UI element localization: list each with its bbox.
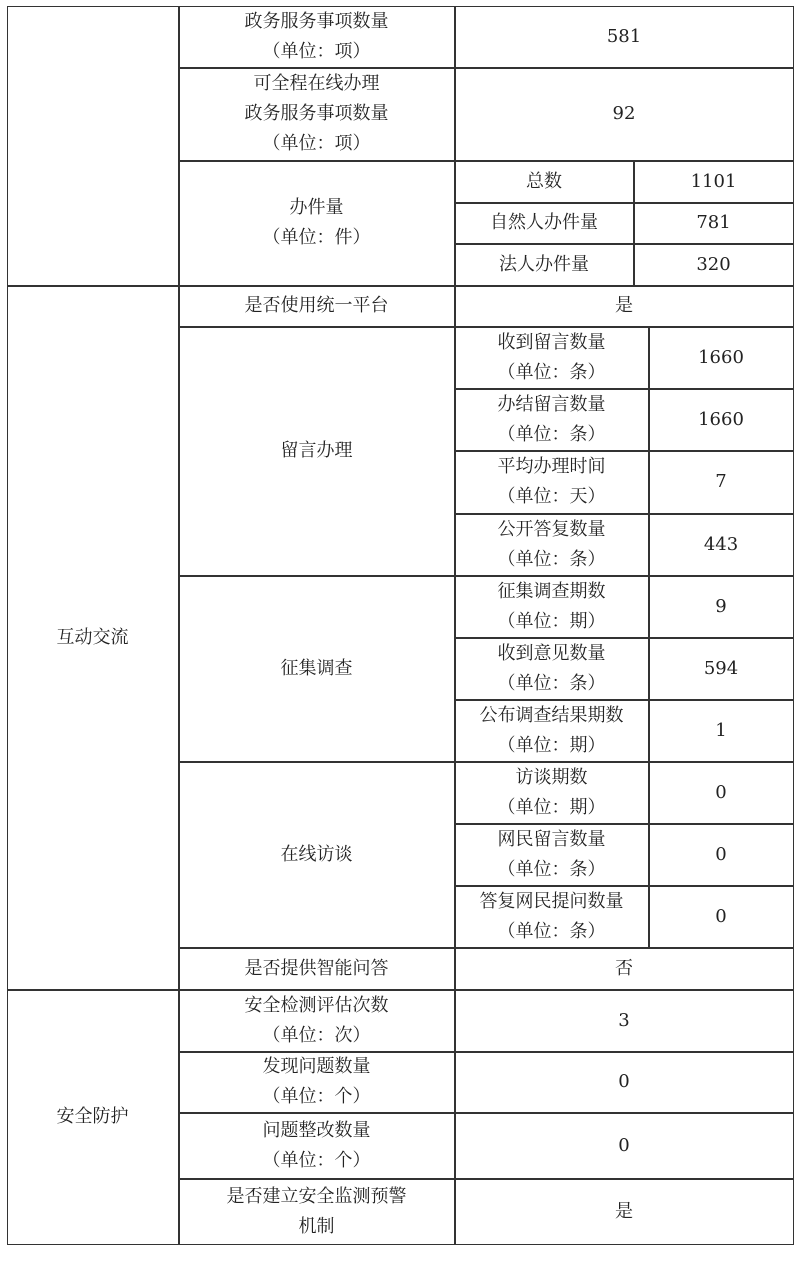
section-security-header: 安全防护 [7,990,179,1245]
section-service-header [7,6,179,286]
label-unit: （单位：件） [262,227,371,248]
label-line: （单位：期） [497,796,606,818]
messages-row-value: 443 [649,514,794,576]
label-line: （单位：期） [497,734,606,756]
items-count-value: 581 [455,6,794,68]
messages-row-label [455,451,649,514]
survey-row-label [455,576,649,638]
online-items-label [179,68,455,161]
label-line: 安全检测评估次数 [244,994,389,1016]
label-line: （单位：条） [497,548,606,570]
label-line: 公开答复数量 [497,518,606,540]
label-line: 访谈期数 [515,766,588,788]
survey-row-label [455,638,649,700]
security-row-label [179,1052,455,1113]
security-row-value: 0 [455,1113,794,1179]
smart-qa-label: 是否提供智能问答 [179,948,455,990]
survey-row-value: 9 [649,576,794,638]
security-row-value: 是 [455,1179,794,1245]
interview-row-label [455,824,649,886]
label-line: 网民留言数量 [497,828,606,850]
label-line: 发现问题数量 [262,1056,371,1077]
cases-legal-label: 法人办件量 [455,244,634,286]
label-line: （单位：期） [497,610,606,632]
label-line: （单位：条） [497,361,606,383]
cases-total-label: 总数 [455,161,634,203]
messages-row-label [455,389,649,451]
label-line: （单位：个） [262,1086,371,1107]
security-row-label [179,1113,455,1179]
interview-row-label [455,886,649,948]
label-line: 收到意见数量 [497,642,606,664]
label-line: 问题整改数量 [262,1119,371,1141]
label-line: 公布调查结果期数 [479,704,624,726]
cases-label [179,161,455,286]
label-line: 征集调查期数 [497,580,606,602]
messages-row-value: 1660 [649,389,794,451]
label-line: 收到留言数量 [497,331,606,353]
label-line: 答复网民提问数量 [479,890,624,912]
cases-natural-value: 781 [634,203,794,244]
security-row-label [179,1179,455,1245]
cases-legal-value: 320 [634,244,794,286]
messages-label: 留言办理 [179,327,455,576]
interview-row-value: 0 [649,824,794,886]
label-line: 是否建立安全监测预警 [226,1185,407,1207]
label-line: （单位：天） [497,486,606,507]
survey-row-value: 1 [649,700,794,762]
survey-label: 征集调查 [179,576,455,762]
unified-platform-value: 是 [455,286,794,327]
messages-row-label [455,327,649,389]
security-row-value: 0 [455,1052,794,1113]
label-line: 政务服务事项数量 [244,103,389,124]
messages-row-value: 7 [649,451,794,514]
label-line: （单位：次） [262,1024,371,1046]
items-count-label [179,6,455,68]
label-line: （单位：条） [497,858,606,880]
messages-row-label [455,514,649,576]
label-line: （单位：条） [497,672,606,694]
interview-row-label [455,762,649,824]
label-line: （单位：条） [497,423,606,445]
survey-row-value: 594 [649,638,794,700]
section-interaction-header: 互动交流 [7,286,179,990]
cases-natural-label: 自然人办件量 [455,203,634,244]
security-row-value: 3 [455,990,794,1052]
label-line: （单位：个） [262,1149,371,1171]
label-line: 办结留言数量 [497,393,606,415]
survey-row-label [455,700,649,762]
security-row-label [179,990,455,1052]
label-unit: （单位：项） [262,40,371,62]
smart-qa-value: 否 [455,948,794,990]
interview-row-value: 0 [649,762,794,824]
label-line: 机制 [298,1215,335,1237]
interview-label: 在线访谈 [179,762,455,948]
label-line: 办件量 [289,197,344,218]
cases-total-value: 1101 [634,161,794,203]
label-line: 政务服务事项数量 [244,10,389,32]
interview-row-value: 0 [649,886,794,948]
label-line: 平均办理时间 [497,456,606,477]
unified-platform-label: 是否使用统一平台 [179,286,455,327]
label-unit: （单位：项） [262,133,371,154]
messages-row-value: 1660 [649,327,794,389]
online-items-value: 92 [455,68,794,161]
label-line: 可全程在线办理 [253,73,380,94]
label-line: （单位：条） [497,920,606,942]
